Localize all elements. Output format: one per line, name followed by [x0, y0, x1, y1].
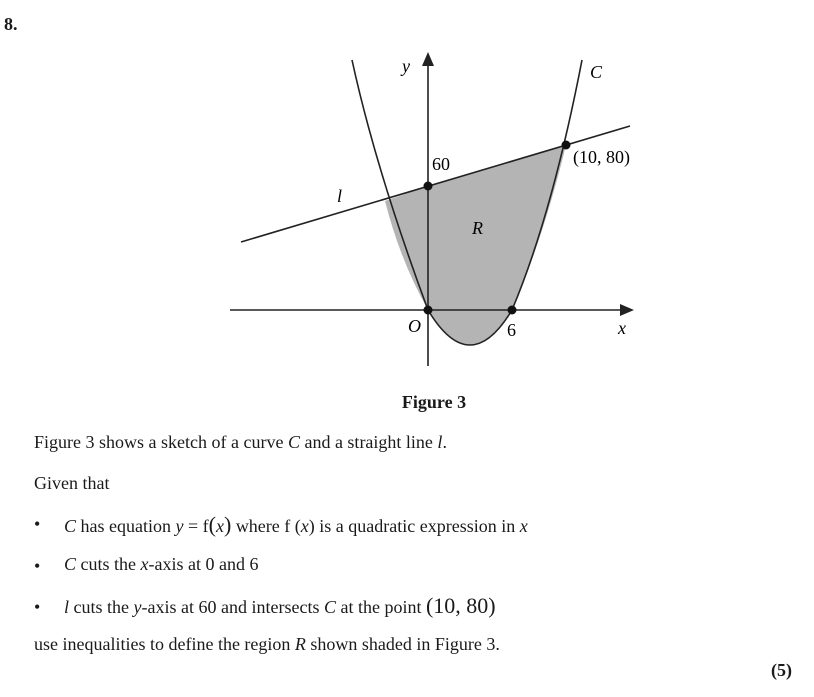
point-root-6	[508, 306, 517, 315]
label-x: x	[618, 318, 626, 338]
label-60: 60	[432, 154, 450, 174]
question-number: 8.	[4, 14, 18, 34]
y-axis-arrow	[422, 52, 434, 66]
bullet-2-text: C cuts the x-axis at 0 and 6	[64, 554, 259, 574]
closing-text: use inequalities to define the region R shown shaded in Figure 3.	[34, 634, 500, 654]
given-text: Given that	[34, 473, 110, 493]
bullet-1-text: C has equation y = f(x) where f (x) is a quadratic expression in x	[64, 512, 528, 537]
figure-caption: Figure 3	[401, 392, 467, 412]
label-line-l: l	[337, 186, 343, 206]
label-intersection: (10, 80)	[573, 147, 630, 167]
bullet-3-marker: •	[34, 597, 41, 617]
bullet-3-text: l cuts the y-axis at 60 and intersects C at the point (10, 80)	[64, 593, 496, 618]
bullet-2-marker: •	[34, 556, 41, 576]
label-origin: O	[408, 316, 421, 336]
point-intersection	[562, 141, 571, 150]
point-origin	[424, 306, 433, 315]
region-r-shading	[385, 145, 566, 345]
marks: (5)	[771, 660, 792, 680]
point-y-intercept	[424, 182, 433, 191]
x-axis-arrow	[620, 304, 634, 316]
label-6: 6	[507, 320, 516, 340]
intro-text: Figure 3 shows a sketch of a curve C and a straight line l.	[34, 432, 447, 452]
label-y: y	[402, 56, 410, 76]
label-region-r: R	[472, 218, 483, 238]
bullet-1-marker: •	[34, 514, 41, 534]
label-curve-c: C	[590, 62, 603, 82]
